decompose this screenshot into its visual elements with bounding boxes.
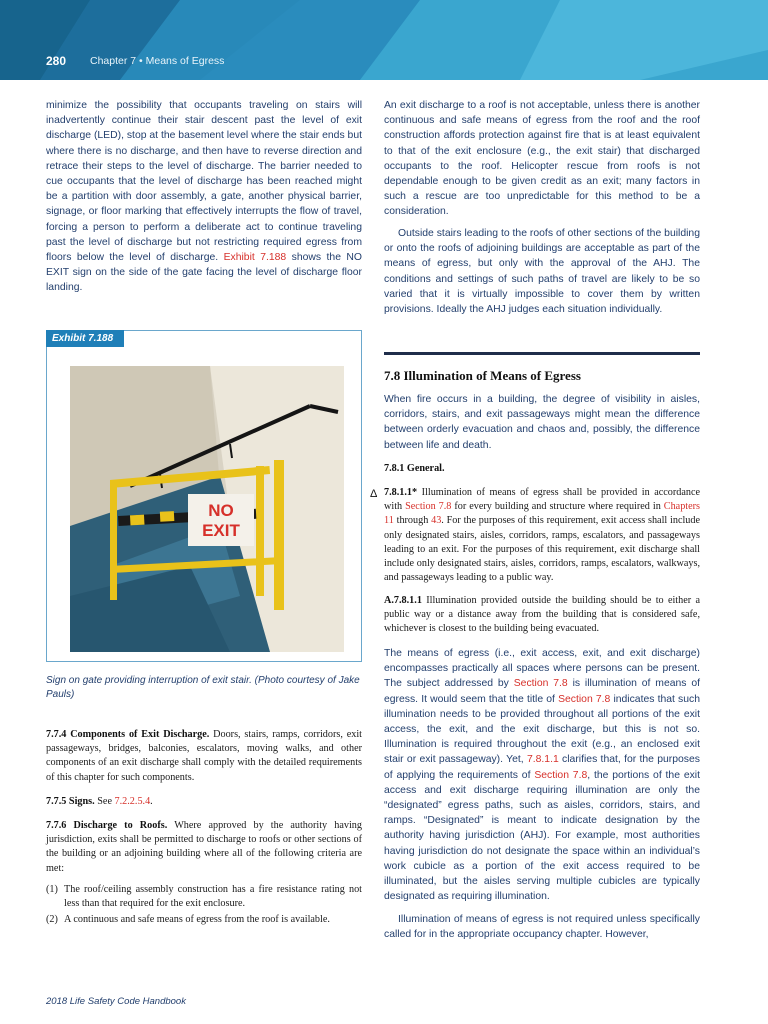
section-7-7-5-see: See [97,796,112,807]
section-7-7-6-head: 7.7.6 Discharge to Roofs. [46,820,168,831]
chapter-43-link[interactable]: 43 [431,515,442,527]
section-7-8-title: 7.8 Illumination of Means of Egress [384,368,581,383]
header-banner [0,0,768,80]
chapter-title: Chapter 7 • Means of Egress [90,55,225,67]
section-7-8-1-1-head: 7.8.1.1* [384,487,418,498]
list-item-text: A continuous and safe means of egress from the roof is available. [64,914,330,926]
section-7-8-link[interactable]: Section 7.8 [405,501,452,513]
p3-text-e: , the portions of the exit access and exit discharge requiring illumination are only the “designated” egress paths, such as aisles, corridors, stairs, and ramps. “Designated” is meant to indicate designation by the authority having jurisdiction (AHJ). For example, most authorities having jurisdiction do not designate the space within an individual’s work cubicle as a portion of the exit access required to be illuminated, but the aisles serving multiple cubicles are typically designated as requiring illumination. [384,769,700,903]
annex-body: Illumination provided outside the building should be to either a public way or a distance away from the building that is considered safe, whichever is closest to the building being evacuated. [384,595,700,635]
section-7-7-5-link[interactable]: 7.2.2.5.4 [114,796,151,807]
section-7-7-5-head: 7.7.5 Signs. [46,796,95,807]
section-7-8-intro: When fire occurs in a building, the degree of visibility in aisles, corridors, stairs, and exit passageways might mean the difference between orderly evacuation and chaos and, possibly, the difference between life and death. [384,394,700,451]
section-7-8-link[interactable]: Section 7.8 [513,678,568,690]
section-7-7-6-body: Where approved by the authority having jurisdiction, exits shall be permitted to discharge to roofs or other sections of the building or an adjoining building where all of the following criteria are met: [46,820,362,874]
section-7-8-1-label: 7.8.1 General. [384,463,445,474]
section-7-8-link[interactable]: Section 7.8 [558,693,611,705]
section-7-8-1-1 [384,486,700,585]
p3-text-d: clarifies that, for the purposes of applying the requirements of [384,754,700,781]
section-7-8-1-1-text-d: . For the purposes of this requirement, exit access shall include only designated stairs, aisles, corridors, ramps, escalators, and passageways leading to an exit. For the purposes of this requirement, exit discharge shall include only designated stairs, aisles, corridors, ramps, escalators, walkways, and passageways leading to a public way. [384,515,701,584]
banner-graphic [0,0,768,80]
p3-text-a: The means of egress (i.e., exit access, exit, and exit discharge) encompasses practically all spaces where persons can be present. The subject addressed by [384,648,700,690]
left-intro-tail: shows the NO EXIT sign on the side of the gate facing the level of discharge floor landing. [46,252,362,294]
annex-head: A.7.8.1.1 [384,595,422,606]
annex-a-7-8-1-1 [384,594,700,637]
list-item [46,913,362,927]
page-footer: 2018 Life Safety Code Handbook [46,996,186,1007]
right-paragraph-4: Illumination of means of egress is not required unless specifically called for in the appropriate occupancy chapter. However, [384,914,700,941]
left-intro-paragraph [46,98,362,296]
right-paragraph-1: An exit discharge to a roof is not acceptable, unless there is another continuous and safe means of egress from the roof and the roof construction affords protection against fire that is at least equivalent to that of the exit enclosure (e.g., the exit stair) that discharged occupants to the roof. Helicopter rescue from roofs is not dependable enough to be given credit as an exit; many factors in such a rescue are too unpredictable for this method to be a consideration. [384,100,700,218]
sign-text-no: NO [208,501,234,520]
section-7-7-5 [46,795,362,809]
section-7-7-5-period: . [150,796,153,807]
photo-illustration [70,366,344,652]
list-item-number: (1) [46,884,58,895]
section-7-7-4-body: Doors, stairs, ramps, corridors, exit passageways, bridges, balconies, escalators, moving walks, and other components of an exit discharge shall comply with the detailed requirements of this chapter for such components. [46,729,362,783]
section-7-8-1-1-text-a: Illumination of means of egress shall be provided in accordance with [384,487,701,513]
right-paragraph-3 [384,646,700,904]
p3-text-c: indicates that such illumination needs to be provided throughout all portions of the exit access, the exit, and the exit discharge, but this is not so. Illumination is required throughout the exit (e.g., an enclosed exit stair or exit passageway). Yet, [384,693,700,766]
section-divider [384,352,700,355]
page-number: 280 [46,54,67,68]
chapters-11-link[interactable]: Chapters 11 [384,501,701,527]
section-7-7-4-head: 7.7.4 Components of Exit Discharge. [46,729,210,740]
change-delta-icon: Δ [370,488,378,500]
criteria-list [46,883,362,928]
section-7-8-1-1-link[interactable]: 7.8.1.1 [526,754,559,766]
exhibit-link[interactable]: Exhibit 7.188 [223,252,287,264]
section-7-8-link[interactable]: Section 7.8 [534,769,588,781]
section-7-8-1-head [384,462,700,476]
section-7-7-4 [46,728,362,785]
exhibit-label: Exhibit 7.188 [46,330,124,347]
exhibit-photo [70,366,344,652]
list-item-number: (2) [46,914,58,926]
sign-text-exit: EXIT [202,521,240,540]
right-paragraph-2: Outside stairs leading to the roofs of other sections of the building or onto the roofs of adjoining buildings are acceptable as part of the means of egress, but only with the approval of the AHJ. The conditions and settings of such paths of travel are likely to be so varied that it is virtually impossible to cover them by written provisions. Ideally the AHJ judges each situation individually. [384,228,700,316]
left-intro-text: minimize the possibility that occupants traveling on stairs will inadvertently continue their stair descent past the level of exit discharge (LED), stop at the basement level where the stair ends but where there is no discharge, and then have to reverse direction and retrace their steps to the level of discharge. The barrier needed to cue occupants that the level of discharge has been reached might be a partition with door assembly, a gate, another physical barrier, signage, or floor marking that effectively interrupts the flow of travel, forcing a person to perform a deliberate act to continue traveling past the level of discharge but not restricting required egress from floors below the level of discharge. [46,100,362,264]
section-7-8-1-1-text-b: for every building and structure where required in [454,501,661,513]
list-item-text: The roof/ceiling assembly construction has a fire resistance rating not less than that required for the exit enclosure. [64,884,362,910]
p3-text-b: is illumination of means of egress. It would seem that the title of [384,678,700,705]
section-7-7-6 [46,819,362,876]
list-item [46,883,362,911]
section-7-8-1-1-text-c: through [396,515,429,527]
exhibit-caption: Sign on gate providing interruption of exit stair. (Photo courtesy of Jake Pauls) [46,675,360,700]
